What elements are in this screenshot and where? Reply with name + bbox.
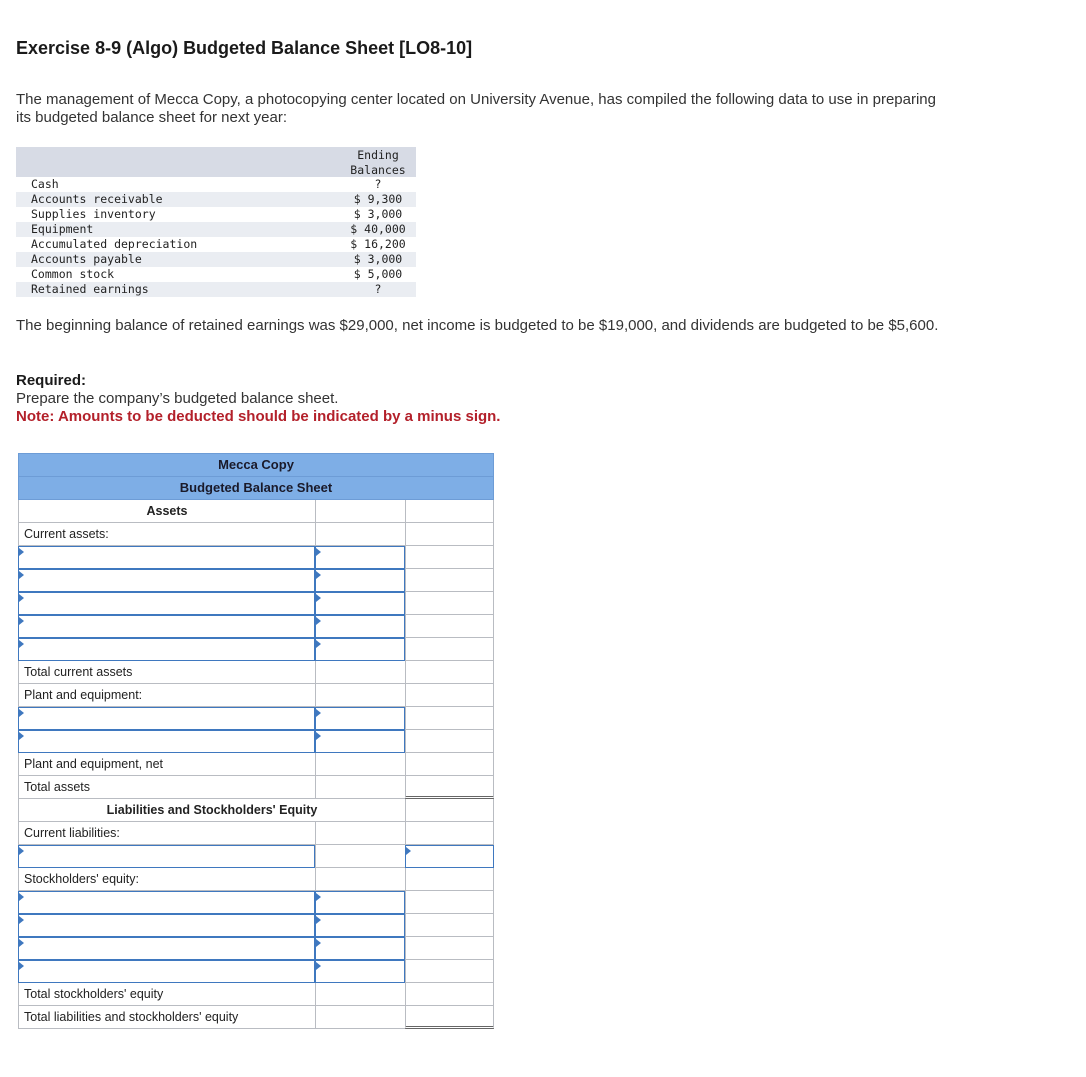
current-asset-account-select[interactable]: [18, 638, 315, 661]
total-liab-equity-cell: [405, 1006, 494, 1029]
minus-sign-note: Note: Amounts to be deducted should be indicated by a minus sign.: [16, 408, 501, 425]
stockholders-equity-row: [18, 868, 494, 891]
given-data-header: [16, 147, 416, 177]
current-asset-entry-row: [18, 546, 494, 569]
equity-entry-row: [18, 960, 494, 983]
equity-amount-input[interactable]: [315, 960, 405, 983]
plant-amount-input[interactable]: [315, 730, 405, 753]
equity-amount-input[interactable]: [315, 914, 405, 937]
current-liabilities-row: [18, 822, 494, 845]
given-data-table: [16, 147, 416, 297]
assets-heading: Assets: [18, 500, 315, 523]
current-asset-amount-input[interactable]: [315, 615, 405, 638]
ending-balances-header: Ending Balances: [350, 148, 406, 177]
plant-net-cell: [405, 753, 494, 776]
total-assets-row: [18, 776, 494, 799]
current-asset-entry-row: [18, 615, 494, 638]
plant-account-select[interactable]: [18, 707, 315, 730]
equity-account-select[interactable]: [18, 914, 315, 937]
equity-account-select[interactable]: [18, 891, 315, 914]
given-row: Equipment $ 40,000: [16, 222, 416, 237]
equity-account-select[interactable]: [18, 937, 315, 960]
equity-amount-input[interactable]: [315, 937, 405, 960]
current-asset-amount-input[interactable]: [315, 569, 405, 592]
given-row: Cash: [31, 177, 59, 191]
plant-entry-row: [18, 707, 494, 730]
equity-account-select[interactable]: [18, 960, 315, 983]
given-row: Supplies inventory $ 3,000: [31, 207, 403, 221]
current-liabilities-label: Current liabilities:: [18, 822, 315, 845]
plant-equipment-label: Plant and equipment:: [18, 684, 315, 707]
current-asset-amount-input[interactable]: [315, 546, 405, 569]
current-assets-label: Current assets:: [18, 523, 315, 546]
current-asset-account-select[interactable]: [18, 615, 315, 638]
current-asset-account-select[interactable]: [18, 546, 315, 569]
total-current-assets-label: Total current assets: [18, 661, 315, 684]
liability-amount-input[interactable]: [405, 845, 494, 868]
equity-entry-row: [18, 891, 494, 914]
assets-heading-row: [18, 500, 494, 523]
total-current-assets-cell: [405, 661, 494, 684]
intro-paragraph: The management of Mecca Copy, a photocopying center located on University Avenue, has compiled the following data to use in preparing its budgeted balance sheet for next year:: [16, 91, 936, 126]
exercise-title: Exercise 8-9 (Algo) Budgeted Balance Sheet [LO8-10]: [16, 38, 473, 58]
liability-account-select[interactable]: [18, 845, 315, 868]
given-row: Accumulated depreciation $ 16,200: [31, 237, 406, 251]
current-asset-account-select[interactable]: [18, 569, 315, 592]
equity-entry-row: [18, 914, 494, 937]
stockholders-equity-label: Stockholders' equity:: [18, 868, 315, 891]
retained-earnings-note: The beginning balance of retained earnings was $29,000, net income is budgeted to be $19,000, and dividends are budgeted to be $5,600.: [16, 317, 939, 334]
plant-equipment-row: [18, 684, 494, 707]
required-label: Required:: [16, 372, 87, 389]
liab-heading-row: [18, 799, 494, 822]
company-name: Mecca Copy: [18, 453, 494, 476]
cash-value: ?: [374, 177, 382, 191]
total-equity-row: [18, 983, 494, 1006]
budgeted-balance-sheet: [18, 453, 494, 1029]
current-assets-row: [18, 523, 494, 546]
total-stockholders-equity-label: Total stockholders' equity: [18, 983, 315, 1006]
equity-entry-row: [18, 937, 494, 960]
liability-entry-row: [18, 845, 494, 868]
plant-net-row: [18, 753, 494, 776]
total-assets-cell: [405, 776, 494, 799]
current-asset-amount-input[interactable]: [315, 638, 405, 661]
given-row: Accounts receivable $ 9,300: [16, 192, 416, 207]
liabilities-equity-heading: Liabilities and Stockholders' Equity: [18, 799, 405, 822]
current-asset-account-select[interactable]: [18, 592, 315, 615]
plant-account-select[interactable]: [18, 730, 315, 753]
given-row: Common stock $ 5,000: [31, 267, 403, 281]
plant-entry-row: [18, 730, 494, 753]
plant-amount-input[interactable]: [315, 707, 405, 730]
plant-equipment-net-label: Plant and equipment, net: [18, 753, 315, 776]
total-liab-equity-row: [18, 1006, 494, 1029]
given-row: Retained earnings ?: [16, 282, 416, 297]
given-row: Accounts payable $ 3,000: [16, 252, 416, 267]
current-asset-entry-row: [18, 569, 494, 592]
total-liabilities-equity-label: Total liabilities and stockholders' equity: [18, 1006, 315, 1029]
equity-amount-input[interactable]: [315, 891, 405, 914]
total-assets-label: Total assets: [18, 776, 315, 799]
current-asset-entry-row: [18, 592, 494, 615]
required-section: [16, 372, 500, 426]
required-text: Prepare the company’s budgeted balance sheet.: [16, 390, 339, 407]
total-current-assets-row: [18, 661, 494, 684]
current-asset-amount-input[interactable]: [315, 592, 405, 615]
total-equity-cell: [405, 983, 494, 1006]
current-asset-entry-row: [18, 638, 494, 661]
statement-title: Budgeted Balance Sheet: [18, 476, 494, 500]
